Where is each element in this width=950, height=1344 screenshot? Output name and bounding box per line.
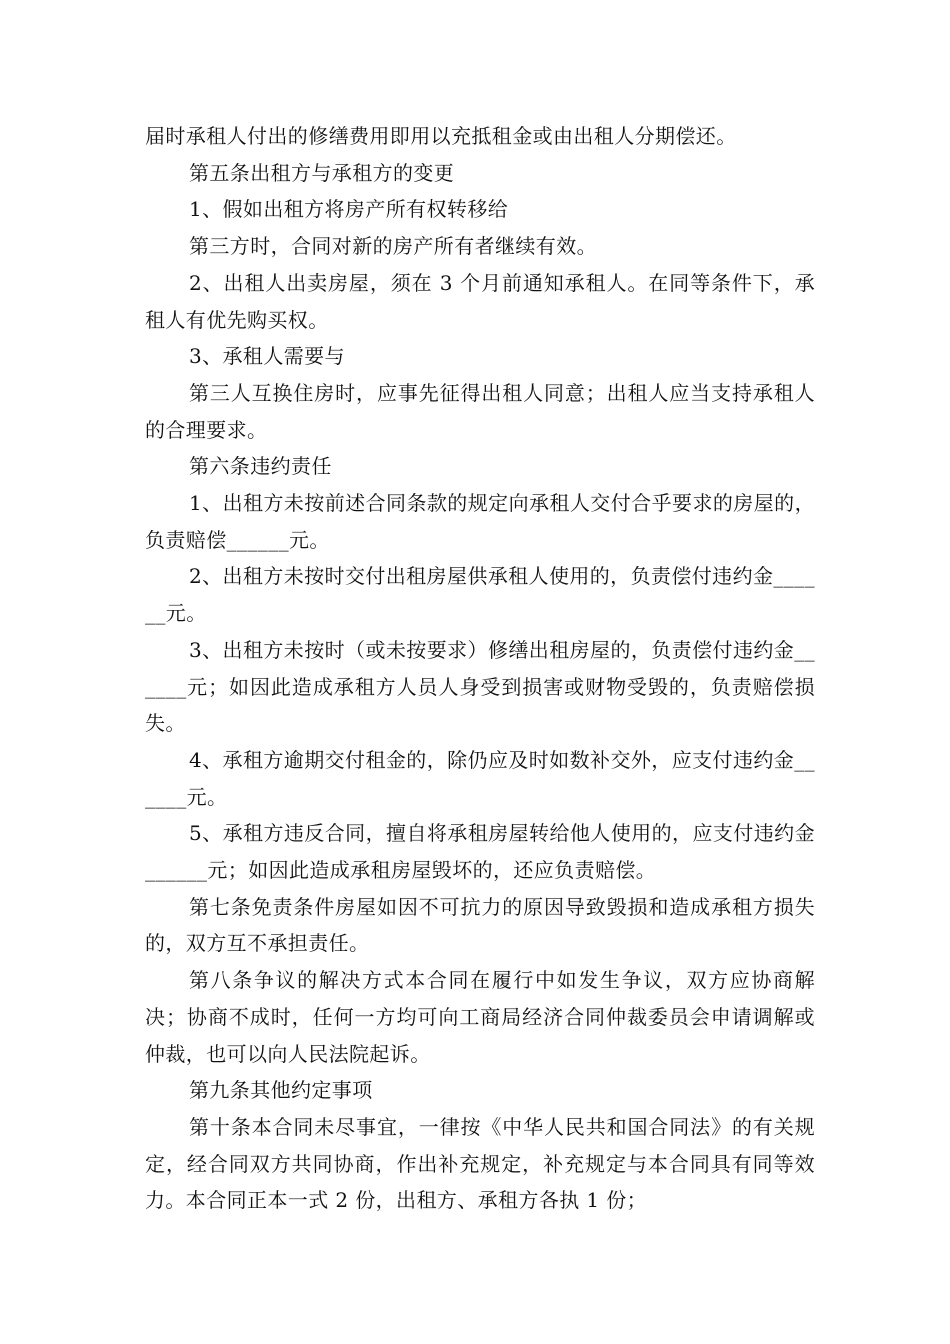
paragraph-article-6-item-2: 2、出租方未按时交付出租房屋供承租人使用的，负责偿付违约金______元。 — [145, 564, 815, 626]
paragraph-article-5-item-3-cont: 第三人互换住房时，应事先征得出租人同意；出租人应当支持承租人的合理要求。 — [145, 380, 815, 442]
paragraph-article-10: 第十条本合同未尽事宜，一律按《中华人民共和国合同法》的有关规定，经合同双方共同协商，作出补充规定，补充规定与本合同具有同等效力。本合同正本一式 2 份，出租方、承租方各执 1 份； — [145, 1114, 815, 1213]
paragraph-article-6-item-1: 1、出租方未按前述合同条款的规定向承租人交付合乎要求的房屋的，负责赔偿______元。 — [145, 491, 815, 552]
paragraph-repair-cost: 届时承租人付出的修缮费用即用以充抵租金或由出租人分期偿还。 — [145, 124, 737, 148]
heading-article-9: 第九条其他约定事项 — [189, 1078, 373, 1103]
paragraph-article-8: 第八条争议的解决方式本合同在履行中如发生争议，双方应协商解决；协商不成时，任何一方均可向工商局经济合同仲裁委员会申请调解或仲裁，也可以向人民法院起诉。 — [145, 968, 815, 1066]
paragraph-article-6-item-5: 5、承租方违反合同，擅自将承租房屋转给他人使用的，应支付违约金______元；如因此造成承租房屋毁坏的，还应负责赔偿。 — [145, 821, 815, 883]
paragraph-article-5-item-2: 2、出租人出卖房屋，须在 3 个月前通知承租人。在同等条件下，承租人有优先购买权。 — [145, 270, 815, 332]
heading-article-5: 第五条出租方与承租方的变更 — [189, 160, 455, 185]
paragraph-article-7: 第七条免责条件房屋如因不可抗力的原因导致毁损和造成承租方损失的，双方互不承担责任。 — [145, 894, 815, 956]
paragraph-article-5-item-3: 3、承租人需要与 — [189, 344, 345, 369]
paragraph-article-5-item-1: 1、假如出租方将房产所有权转移给 — [189, 197, 509, 222]
paragraph-article-6-item-4: 4、承租方逾期交付租金的，除仍应及时如数补交外，应支付违约金______元。 — [145, 747, 815, 809]
heading-article-6: 第六条违约责任 — [189, 454, 332, 479]
paragraph-article-5-item-1-cont: 第三方时，合同对新的房产所有者继续有效。 — [189, 234, 597, 259]
paragraph-article-6-item-3: 3、出租方未按时（或未按要求）修缮出租房屋的，负责偿付违约金______元；如因此造成承租方人员人身受到损害或财物受毁的，负责赔偿损失。 — [145, 637, 815, 736]
document-body — [145, 118, 815, 1219]
